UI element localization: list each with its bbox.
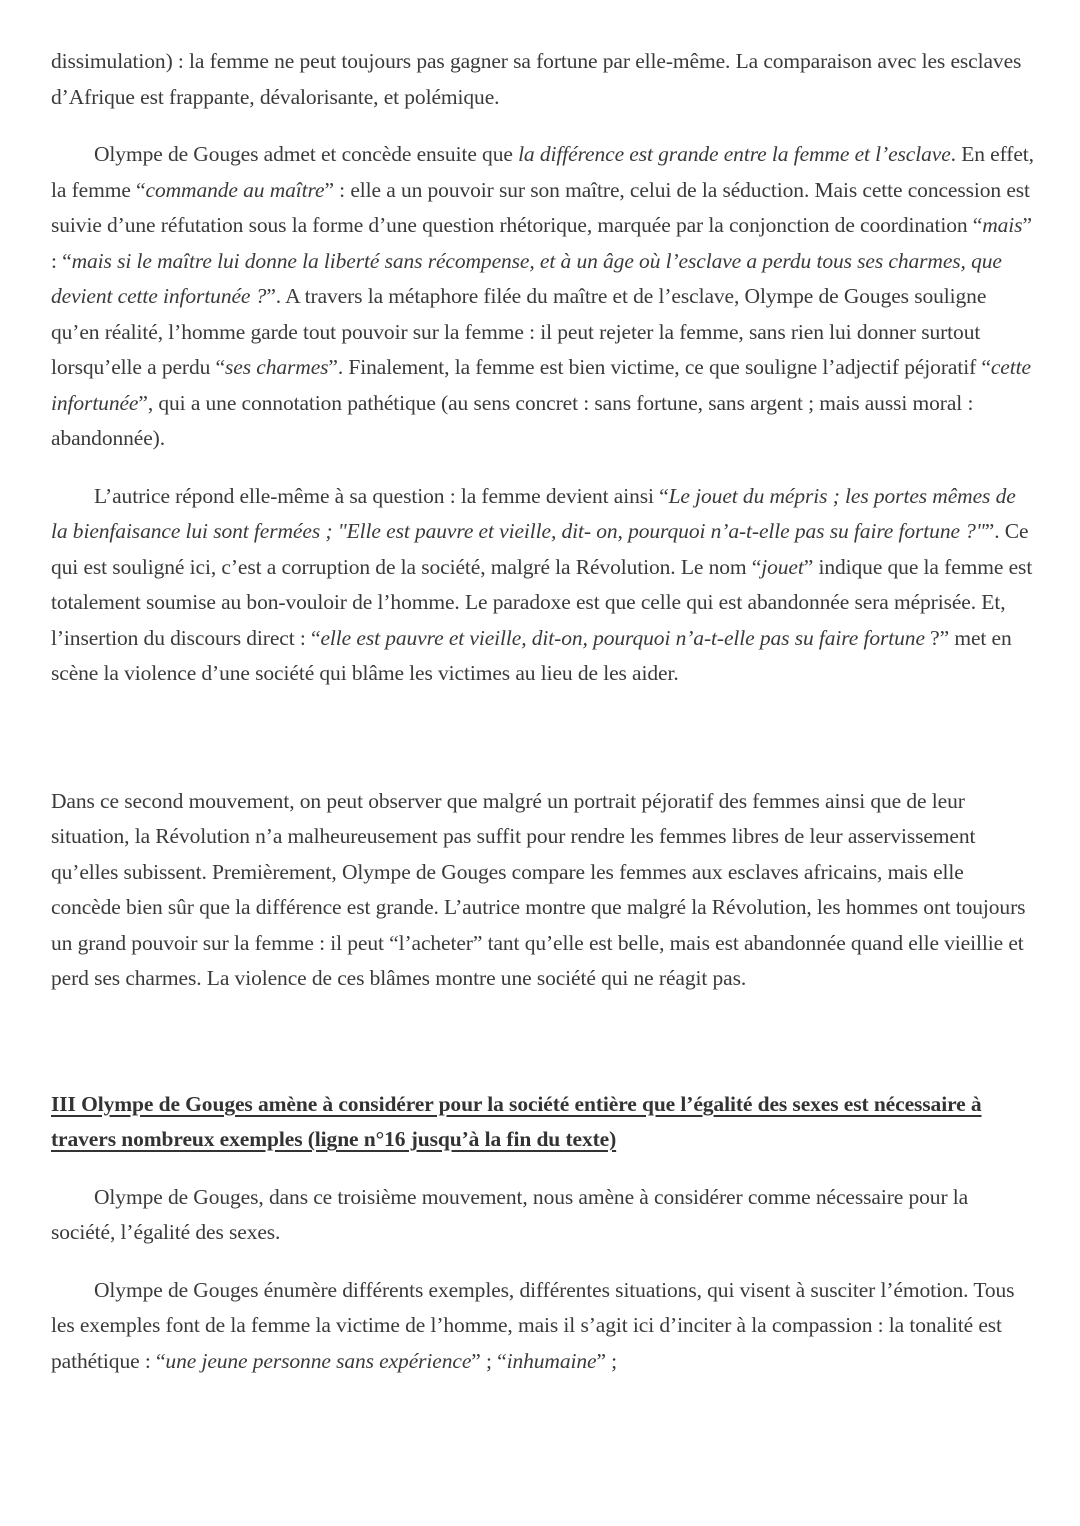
text-run: ”. Finalement, la femme est bien victime, ce que souligne l’adjectif péjoratif “ [328, 355, 991, 379]
text-run: ” ; [596, 1348, 618, 1373]
spacer [51, 1251, 1036, 1273]
paragraph-comparison-conclusion: dissimulation) : la femme ne peut toujours pas gagner sa fortune par elle-même. La comparaison avec les esclaves d’Afrique est frappante, dévalorisante, et polémique. [51, 49, 1022, 109]
quote-italic: Le jouet du mépris ; les portes mêmes de la bienfaisance lui sont fermées ; "Elle est pauvre et vieille, dit- on, pourquoi n’a-t-elle pas su faire fortune ?" [51, 483, 1016, 543]
quote-italic: ses charmes [225, 355, 329, 379]
paragraph-second-movement-summary: Dans ce second mouvement, on peut observer que malgré un portrait péjoratif des femmes ainsi que de leur situation, la Révolution n’a malheureusement pas suffit pour rendre les femmes libres de leur asservissement qu’elles subissent. Premièrement, Olympe de Gouges compare les femmes aux esclaves africains, mais elle concède bien sûr que la différence est grande. L’autrice montre que malgré la Révolution, les hommes ont toujours un grand pouvoir sur la femme : il peut “l’acheter” tant qu’elle est belle, mais est abandonnée quand elle vieillie et perd ses charmes. La violence de ces blâmes montre une société qui ne réagit pas. [51, 788, 1026, 990]
text-run: ” : elle a un pouvoir sur son maître, celui de la séduction. Mais cette concession est suivie d’une réfutation sous la forme d’une question rhétorique, marquée par la conjonction de coordination “ [51, 177, 1030, 237]
paragraph-examples [51, 1273, 1036, 1380]
quote-italic: elle est pauvre et vieille, dit-on, pourquoi n’a-t-elle pas su faire fortune [320, 625, 925, 650]
section-heading-III: III Olympe de Gouges amène à considérer pour la société entière que l’égalité des sexes est nécessaire à travers nombreux exemples (ligne n°16 jusqu’à la fin du texte) [51, 1091, 982, 1151]
paragraph-concession [51, 137, 1036, 457]
text-run: Olympe de Gouges énumère différents exemples, différentes situations, qui visent à susciter l’émotion. Tous les exemples font de la femme la victime de l’homme, mais il s’agit ici d’inciter à la compassion : la tonalité est pathétique : “ [51, 1277, 1015, 1373]
quote-italic: la différence est grande entre la femme et l’esclave [518, 142, 951, 166]
spacer [51, 1158, 1036, 1180]
paragraph-answer [51, 479, 1036, 692]
paragraph-third-movement-intro: Olympe de Gouges, dans ce troisième mouvement, nous amène à considérer comme nécessaire pour la société, l’égalité des sexes. [51, 1184, 969, 1244]
text-run: ?” met en scène la violence d’une société qui blâme les victimes au lieu de les aider. [51, 625, 1012, 685]
text-run: ” : “ [51, 213, 1032, 273]
quote-italic: jouet [761, 554, 804, 579]
text-run: L’autrice répond elle-même à sa question : la femme devient ainsi “ [94, 483, 669, 508]
quote-italic: mais si le maître lui donne la liberté sans récompense, et à un âge où l’esclave a perdu tous ses charmes, que devient cette infortunée ? [51, 248, 1002, 308]
text-run: ” ; “ [471, 1348, 507, 1373]
text-run: ”. A travers la métaphore filée du maître et de l’esclave, Olympe de Gouges souligne qu’en réalité, l’homme garde tout pouvoir sur la femme : il peut rejeter la femme, sans rien lui donner surtout lorsqu’elle a perdu “ [51, 284, 987, 379]
spacer [51, 997, 1036, 1087]
text-run: . En effet, la femme “ [51, 142, 1034, 202]
spacer [51, 115, 1036, 137]
quote-italic: une jeune personne sans expérience [165, 1348, 472, 1373]
quote-italic: cette infortunée [51, 355, 1031, 415]
document-page [51, 44, 1036, 1379]
text-run: ”. Ce qui est souligné ici, c’est a corruption de la société, malgré la Révolution. Le nom “ [51, 519, 1029, 579]
text-run: Olympe de Gouges admet et concède ensuite que [94, 142, 519, 166]
quote-italic: mais [982, 213, 1023, 237]
quote-italic: inhumaine [506, 1348, 597, 1373]
quote-italic: commande au maître [145, 177, 325, 202]
spacer [51, 457, 1036, 479]
spacer [51, 692, 1036, 784]
text-run: ”, qui a une connotation pathétique (au sens concret : sans fortune, sans argent ; mais aussi moral : abandonnée). [51, 390, 974, 450]
text-run: ” indique que la femme est totalement soumise au bon-vouloir de l’homme. Le paradoxe est que celle qui est abandonnée sera méprisée. Et, l’insertion du discours direct : “ [51, 554, 1033, 650]
